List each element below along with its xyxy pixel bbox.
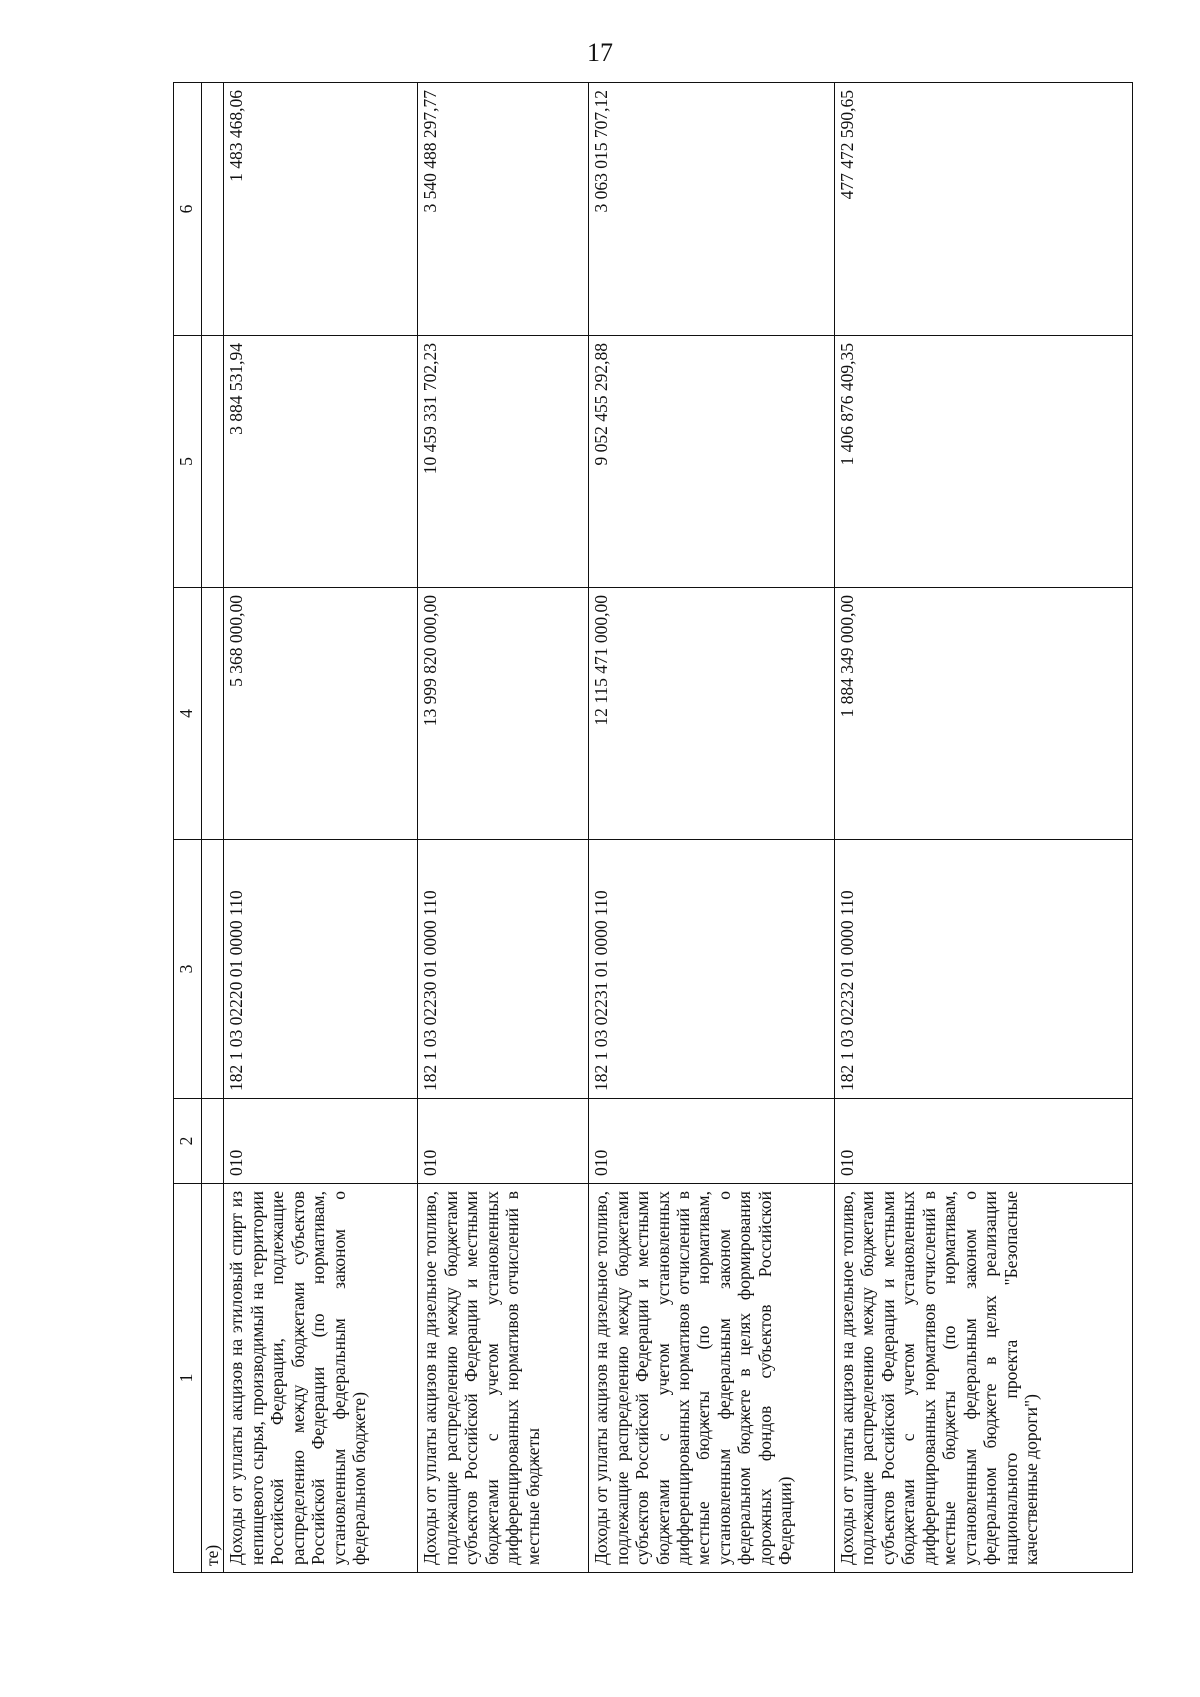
row-col5: 9 052 455 292,88 [589,336,835,588]
row-col6: 3 063 015 707,12 [589,83,835,336]
row-col4: 13 999 820 000,00 [418,588,589,840]
table-row [835,83,1133,1573]
row-kbk: 182 1 03 02231 01 0000 110 [589,840,835,1099]
row-col4: 12 115 471 000,00 [589,588,835,840]
table-row [224,83,418,1573]
header-col-5: 5 [174,336,202,588]
table-row [418,83,589,1573]
row-code: 010 [418,1099,589,1184]
row-kbk: 182 1 03 02220 01 0000 110 [224,840,418,1099]
row-code: 010 [224,1099,418,1184]
row-code: 010 [589,1099,835,1184]
table-row [589,83,835,1573]
header-col-2: 2 [174,1099,202,1184]
row-description: Доходы от уплаты акцизов на этиловый спирт из непищевого сырья, производимый на территории Российской Федерации, подлежащие распределению между бюджетами субъектов Российской Федерации (по нормативам, установленным федеральным законом о федеральном бюджете) [224,1184,418,1573]
header-col-4: 4 [174,588,202,840]
row-col5: 10 459 331 702,23 [418,336,589,588]
row-description: Доходы от уплаты акцизов на дизельное топливо, подлежащие распределению между бюджетами субъектов Российской Федерации и местными бюджетами с учетом установленных дифференцированных нормативов отчислений в местные бюджеты [418,1184,589,1573]
header-col-6: 6 [174,83,202,336]
row-kbk: 182 1 03 02232 01 0000 110 [835,840,1133,1099]
header-col-3: 3 [174,840,202,1099]
continuation-row [202,83,224,1573]
row-col6: 477 472 590,65 [835,83,1133,336]
row-col6: 3 540 488 297,77 [418,83,589,336]
row-col5: 3 884 531,94 [224,336,418,588]
row-kbk: 182 1 03 02230 01 0000 110 [418,840,589,1099]
row-description: Доходы от уплаты акцизов на дизельное топливо, подлежащие распределению между бюджетами субъектов Российской Федерации и местными бюджетами с учетом установленных дифференцированных нормативов отчислений в местные бюджеты (по нормативам, установленным федеральным законом о федеральном бюджете в целях реализации национального проекта "Безопасные качественные дороги") [835,1184,1133,1573]
row-description: Доходы от уплаты акцизов на дизельное топливо, подлежащие распределению между бюджетами субъектов Российской Федерации и местными бюджетами с учетом установленных дифференцированных нормативов отчислений в местные бюджеты (по нормативам, установленным федеральным законом о федеральном бюджете в целях формирования дорожных фондов субъектов Российской Федерации) [589,1184,835,1573]
row-col5: 1 406 876 409,35 [835,336,1133,588]
row-col4: 1 884 349 000,00 [835,588,1133,840]
income-table [173,82,1133,1573]
page-number: 17 [587,38,613,67]
continuation-text: те) [202,1184,224,1573]
table-header-row [174,83,202,1573]
row-col6: 1 483 468,06 [224,83,418,336]
row-col4: 5 368 000,00 [224,588,418,840]
income-table-rotated [173,83,1133,1573]
header-col-1: 1 [174,1184,202,1573]
row-code: 010 [835,1099,1133,1184]
